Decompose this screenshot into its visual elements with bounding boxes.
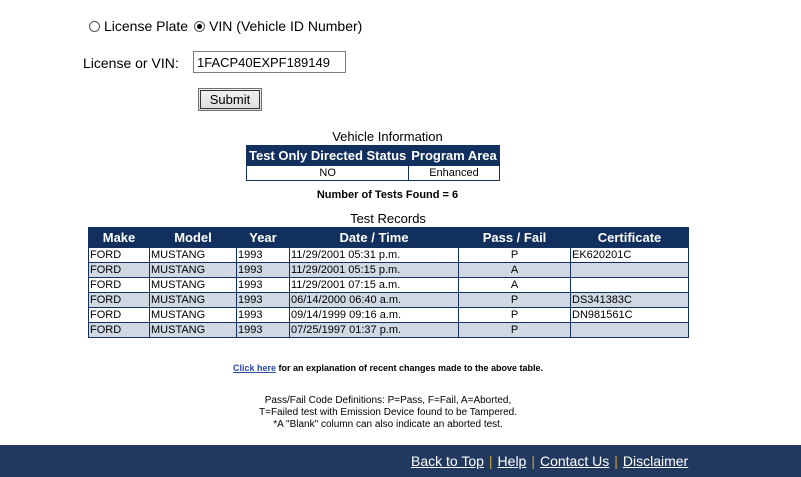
- disclaimer-link[interactable]: Disclaimer: [622, 453, 689, 469]
- pass-fail-definitions: [88, 395, 688, 431]
- certificate-cell: [571, 278, 689, 293]
- date-time-header: Date / Time: [290, 228, 459, 248]
- vin-radio[interactable]: [194, 21, 205, 32]
- license-or-vin-input[interactable]: [193, 51, 346, 73]
- make-cell: FORD: [89, 323, 150, 338]
- certificate-cell: EK620201C: [571, 248, 689, 263]
- make-cell: FORD: [89, 263, 150, 278]
- model-cell: MUSTANG: [150, 263, 237, 278]
- pass-fail-cell: A: [459, 263, 571, 278]
- vehicle-information-caption: Vehicle Information: [332, 129, 443, 144]
- pass-fail-cell: P: [459, 293, 571, 308]
- model-cell: MUSTANG: [150, 248, 237, 263]
- vehicle-information-header-row: [247, 146, 500, 166]
- vehicle-information-row: [247, 166, 500, 181]
- footer-separator: |: [488, 453, 493, 469]
- pass-fail-header: Pass / Fail: [459, 228, 571, 248]
- date-time-cell: 06/14/2000 06:40 a.m.: [290, 293, 459, 308]
- pass-fail-cell: P: [459, 323, 571, 338]
- license-plate-radio-label[interactable]: License Plate: [104, 18, 189, 34]
- year-cell: 1993: [237, 323, 290, 338]
- certificate-cell: DN981561C: [571, 308, 689, 323]
- model-header: Model: [150, 228, 237, 248]
- certificate-cell: [571, 323, 689, 338]
- table-row: [89, 263, 689, 278]
- certificate-header: Certificate: [571, 228, 689, 248]
- table-row: [89, 248, 689, 263]
- definitions-line-1: Pass/Fail Code Definitions: P=Pass, F=Fail, A=Aborted,: [264, 395, 512, 406]
- test-only-directed-status-value: NO: [247, 166, 409, 181]
- year-cell: 1993: [237, 263, 290, 278]
- make-cell: FORD: [89, 308, 150, 323]
- program-area-header: Program Area: [409, 146, 500, 166]
- pass-fail-cell: A: [459, 278, 571, 293]
- definitions-line-3: *A "Blank" column can also indicate an aborted test.: [273, 419, 503, 430]
- make-cell: FORD: [89, 278, 150, 293]
- year-header: Year: [237, 228, 290, 248]
- pass-fail-cell: P: [459, 308, 571, 323]
- model-cell: MUSTANG: [150, 278, 237, 293]
- changes-note: [88, 363, 688, 373]
- date-time-cell: 09/14/1999 09:16 a.m.: [290, 308, 459, 323]
- submit-button[interactable]: Submit: [198, 88, 262, 111]
- number-of-tests-found: Number of Tests Found = 6: [316, 189, 459, 201]
- footer-separator: |: [614, 453, 618, 469]
- year-cell: 1993: [237, 248, 290, 263]
- date-time-cell: 11/29/2001 05:15 p.m.: [290, 263, 459, 278]
- make-header: Make: [89, 228, 150, 248]
- table-row: [89, 308, 689, 323]
- definitions-line-2: T=Failed test with Emission Device found to be Tampered.: [259, 407, 517, 418]
- test-only-directed-status-header: Test Only Directed Status: [247, 146, 409, 166]
- date-time-cell: 11/29/2001 05:31 p.m.: [290, 248, 459, 263]
- click-here-link[interactable]: Click here: [232, 363, 276, 373]
- date-time-cell: 11/29/2001 07:15 a.m.: [290, 278, 459, 293]
- table-row: [89, 293, 689, 308]
- footer-separator: |: [531, 453, 535, 469]
- model-cell: MUSTANG: [150, 293, 237, 308]
- model-cell: MUSTANG: [150, 308, 237, 323]
- table-row: [89, 278, 689, 293]
- table-row: [89, 323, 689, 338]
- certificate-cell: DS341383C: [571, 293, 689, 308]
- certificate-cell: [571, 263, 689, 278]
- test-records-table: [88, 227, 689, 338]
- make-cell: FORD: [89, 248, 150, 263]
- search-type-group: [89, 18, 368, 34]
- license-plate-radio[interactable]: [89, 21, 100, 32]
- test-records-caption: Test Records: [350, 211, 426, 226]
- vin-radio-label[interactable]: VIN (Vehicle ID Number): [209, 18, 363, 34]
- license-or-vin-label: License or VIN:: [83, 55, 179, 71]
- year-cell: 1993: [237, 278, 290, 293]
- footer-links: [411, 453, 688, 469]
- back-to-top-link[interactable]: Back to Top: [411, 453, 484, 469]
- contact-us-link[interactable]: Contact Us: [539, 453, 610, 469]
- model-cell: MUSTANG: [150, 323, 237, 338]
- changes-note-text: for an explanation of recent changes made to the above table.: [275, 363, 544, 373]
- vehicle-information-table: [246, 145, 500, 181]
- footer: [0, 445, 801, 477]
- year-cell: 1993: [237, 308, 290, 323]
- year-cell: 1993: [237, 293, 290, 308]
- program-area-value: Enhanced: [409, 166, 500, 181]
- help-link[interactable]: Help: [497, 453, 527, 469]
- date-time-cell: 07/25/1997 01:37 p.m.: [290, 323, 459, 338]
- test-records-header-row: [89, 228, 689, 248]
- make-cell: FORD: [89, 293, 150, 308]
- pass-fail-cell: P: [459, 248, 571, 263]
